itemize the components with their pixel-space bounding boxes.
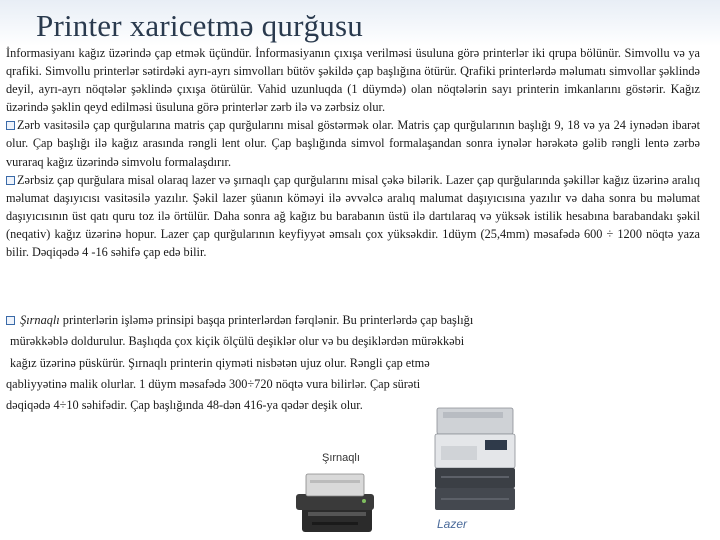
inkjet-line-1 [6, 310, 566, 331]
laser-printer-image [425, 400, 525, 520]
inkjet-line-5: dəqiqədə 4÷10 səhifədir. Çap başlığında 48-dən 416-ya qədər deşik olur. [6, 398, 363, 413]
page-title: Printer xaricetmə qurğusu [36, 8, 363, 43]
bullet-icon [6, 316, 15, 325]
inkjet-line-4: qabliyyətinə malik olurlar. 1 düym məsafədə 300÷720 nöqtə vura bilirlər. Çap sürəti [6, 376, 421, 391]
inkjet-line-2: mürəkkəblə doldurulur. Başlıqda çox kiçik ölçülü deşiklər olur və bu deşiklərdən mürəkkəbi [10, 334, 465, 349]
paragraph-non-impact [6, 171, 700, 261]
laser-label: Lazer [437, 517, 468, 531]
bullet-icon [6, 121, 15, 130]
inkjet-line-3: kağız üzərinə püskürür. Şırnaqlı printerin qiyməti nisbətən ujuz olur. Rəngli çap etmə [10, 355, 430, 370]
paragraph-impact [6, 116, 700, 170]
paragraph-intro: İnformasiyanı kağız üzərində çap etmək üçündür. İnformasiyanın çıxışa verilməsi üsuluna görə printerlər iki qrupa bölünür. Simvollu və ya qrafiki. Simvollu printerlər sətirdəki ayrı-ayrı simvolları bütöv şəkildə çap başlığına ötürür. Qrafiki printerlərdə məlumatı simvollar şəklində deyil, ayrı-ayrı nöqtələr şəklində çıxışa ötürülür. Vahid uzunluqda (1 düymdə) olan nöqtələrin sayı printerin imkanlarını göstərir. Kağız üzərində şəklin qeyd edilməsi üsuluna görə printerlər zərb ilə və zərbsiz olur. [6, 46, 700, 115]
body-text [6, 44, 700, 261]
inkjet-line-1-text: printerlərin işləmə prinsipi başqa printerlərdən fərqlənir. Bu printerlərdə çap başlığı [59, 313, 474, 327]
title-banner [0, 0, 720, 46]
inkjet-term: Şırnaqlı [20, 313, 60, 327]
paragraph-non-impact-text: Zərbsiz çap qurğulara misal olaraq lazer və şırnaqlı çap qurğularını misal çəkə bilərik. Lazer çap qurğularında şəkillər kağız üzərinə aralıq məlumat daşıyıcısı vasitəsilə yazılır. Şəkil lazer şüanın köməyi ilə əvvəlcə aralıq malumat daşıyıcısına yazılır və daha sonra bu məlumat daşıyıcısının üst qatı quru toz ilə örtülür. Daha sonra ağ kağız bu barabanın üstü ilə dartılaraq və yüksək istilik hesabına barabandakı şəkil (neqativ) kağız üzərinə hopur. Lazer çap qurğularının keyfiyyət əmsalı çox yüksəkdir. 1düym (25,4mm) məsafədə 600 ÷ 1200 nöqtə yaza bilir. Dəqiqədə 4 -16 səhifə çap edə bilir. [6, 172, 700, 260]
bullet-icon [6, 176, 15, 185]
inkjet-label: Şırnaqlı [322, 452, 360, 464]
paragraph-impact-text: Zərb vasitəsilə çap qurğularına matris çap qurğularını misal göstərmək olar. Matris çap qurğularının başlığı 9, 18 və ya 24 iynədən ibarət olur. Çap başlığı ilə kağız arasında rəngli lent olur. Çap başlığında simvol formalaşandan sonra iynələr hərəkətə gəlib rəngli lentə zərbə vuraraq kağız üzərində simvolu formalaşdırır. [6, 118, 700, 169]
